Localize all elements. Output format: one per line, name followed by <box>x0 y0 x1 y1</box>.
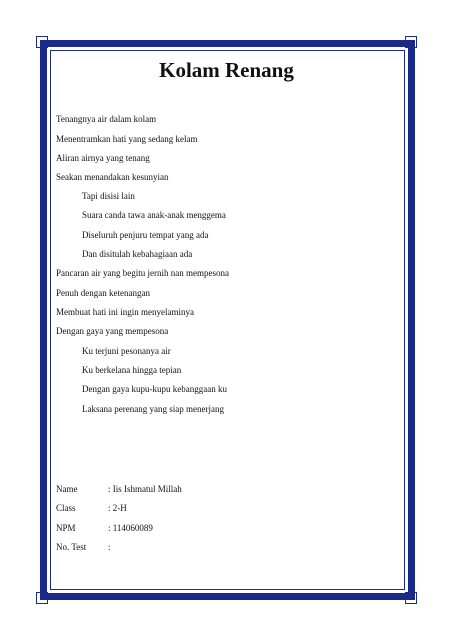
poem-line: Ku terjuni pesonanya air <box>82 346 171 356</box>
poem-line: Tenangnya air dalam kolam <box>56 114 157 124</box>
test-label: No. Test <box>56 542 87 552</box>
page-border-inner <box>50 50 405 590</box>
name-value: : Iis Ishmatul Millah <box>108 484 182 494</box>
poem-line: Diseluruh penjuru tempat yang ada <box>82 230 209 240</box>
poem-line: Membuat hati ini ingin menyelaminya <box>56 307 194 317</box>
poem-line: Dengan gaya yang mempesona <box>56 326 169 336</box>
poem-line: Dan disitulah kebahagiaan ada <box>82 249 193 259</box>
class-value: : 2-H <box>108 503 127 513</box>
npm-label: NPM <box>56 523 76 533</box>
corner-ornament <box>36 592 48 604</box>
poem-line: Seakan menandakan kesunyian <box>56 172 169 182</box>
test-value: : <box>108 542 111 552</box>
name-label: Name <box>56 484 78 494</box>
poem-line: Ku berkelana hingga tepian <box>82 365 182 375</box>
corner-ornament <box>36 36 48 48</box>
poem-line: Aliran airnya yang tenang <box>56 153 150 163</box>
poem-line: Dengan gaya kupu-kupu kebanggaan ku <box>82 384 227 394</box>
page-title: Kolam Renang <box>159 58 294 82</box>
poem-line: Pancaran air yang begitu jernih nan mempesona <box>56 268 229 278</box>
poem-line: Suara canda tawa anak-anak menggema <box>82 210 226 220</box>
corner-ornament <box>405 36 417 48</box>
npm-value: : 114060089 <box>108 523 153 533</box>
poem-line: Laksana perenang yang siap menerjang <box>82 404 224 414</box>
corner-ornament <box>405 592 417 604</box>
poem-line: Tapi disisi lain <box>82 191 135 201</box>
poem-line: Menentramkan hati yang sedang kelam <box>56 134 198 144</box>
class-label: Class <box>56 503 76 513</box>
poem-line: Penuh dengan ketenangan <box>56 288 150 298</box>
